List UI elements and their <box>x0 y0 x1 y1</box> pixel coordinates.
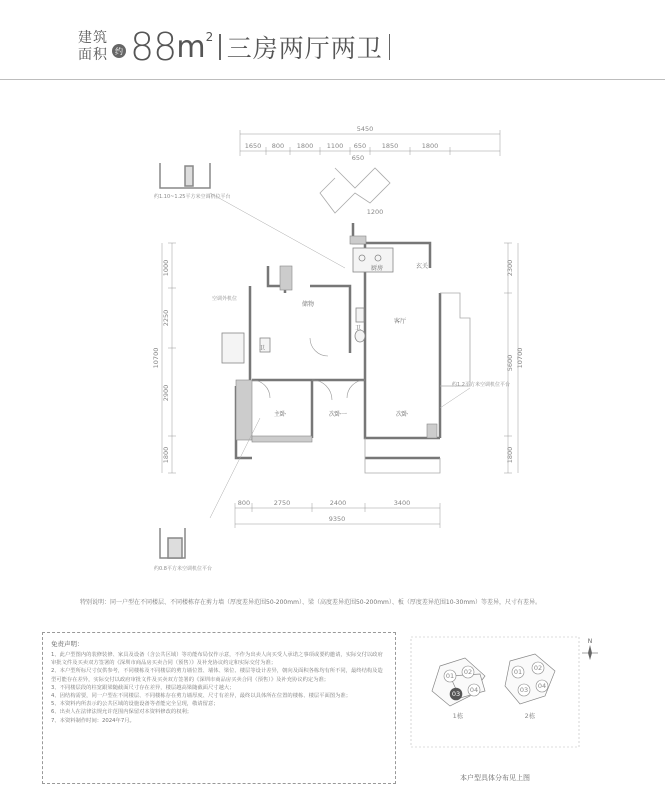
dim-top-seg-2: 800 <box>271 142 285 150</box>
room-master: 主卧 <box>273 411 287 418</box>
page-header <box>78 24 396 70</box>
compass-needle <box>588 645 592 660</box>
approx-badge: 约 <box>112 44 126 58</box>
dim-top-total: 5450 <box>356 125 374 133</box>
dim-top-seg-1: 1650 <box>244 142 262 150</box>
dim-right-seg-1: 2300 <box>506 259 514 277</box>
room-kitchen: 厨房 <box>370 265 384 272</box>
dim-bottom-seg-3: 2400 <box>329 499 347 507</box>
key-plan <box>410 636 580 768</box>
disclaimer-item: 2、本户型所标尺寸仅供参考，不同楼栋及不同楼层的剪力墙位置、墙体、梁位、楼层等设计差异，朝向及面积各栋均有所不同，最终结构及造型可能存在差异，实际交付以政府审批文件及买卖双方签署的《深圳市商品房买卖合同（预售）》及补充协议约定为准； <box>51 668 383 683</box>
unit-label: 03 <box>519 686 529 694</box>
divider-bar-right <box>389 34 391 60</box>
area-label-line2: 面积 <box>78 47 108 63</box>
dim-left-seg-2: 2250 <box>162 309 170 327</box>
dim-top-small: 650 <box>351 154 365 162</box>
header-rule <box>0 79 665 80</box>
area-label <box>78 30 108 64</box>
dim-top-mid: 1200 <box>366 208 384 216</box>
dim-top-seg-7: 1800 <box>421 142 439 150</box>
dim-left-seg-3: 2900 <box>162 384 170 402</box>
area-value: 88 <box>130 25 177 69</box>
building-1-label: 1栋 <box>452 712 464 720</box>
unit-label: 01 <box>445 672 455 680</box>
disclaimer-item: 3、不同楼层段的柱宽跟梁随截面尺寸存在差异，楼层越高梁随截面尺寸越大； <box>51 684 235 691</box>
dim-bottom-seg-4: 3400 <box>393 499 411 507</box>
unit-label: 01 <box>513 668 523 676</box>
dim-top-seg-4: 1100 <box>326 142 344 150</box>
unit-label: 02 <box>463 668 473 676</box>
disclaimer-item: 7、本资料制作时间：2024年7月。 <box>51 717 135 724</box>
dim-left-seg-1: 1000 <box>162 259 170 277</box>
unit-label: 02 <box>533 664 543 672</box>
area-unit-superscript: 2 <box>205 30 214 44</box>
room-bed2: 次卧一 <box>328 411 348 418</box>
dim-left-total: 10700 <box>152 347 160 369</box>
note-left-mid: 空调外机位 <box>212 296 238 302</box>
disclaimer-item: 4、因结构需要，同一户型在不同楼层、不同楼栋存在剪力墙厚度、尺寸有差异，最终以具体所在位置的楼栋、楼层平面图为准； <box>51 693 351 700</box>
dim-top-seg-5: 650 <box>353 142 367 150</box>
note-right-mid: 约1.2平方米空调机位平台 <box>452 382 510 388</box>
building-2-label: 2栋 <box>524 712 536 720</box>
note-left-top: 约1.10~1.25平方米空调机位平台 <box>154 194 231 200</box>
north-label: N <box>587 638 593 645</box>
unit-label: 03 <box>451 690 461 698</box>
disclaimer-item: 6、出卖人在法律法规允许范围内保留对本资料修改的权利； <box>51 709 193 716</box>
disclaimer-title: 免责声明： <box>51 640 84 648</box>
disclaimer-item: 1、此户型图内的装修装修、家具及设备（含公共区域）等功能布局仅作示意，不作为出卖人向买受人承诺之事项或要约邀请，实际交付以政府审批文件及买卖双方签署的《深圳市商品房买卖合同（预售）》及补充协议约定和实际交付为准； <box>51 652 383 667</box>
dim-right-seg-3: 1800 <box>506 446 514 464</box>
room-bath1: 卫 <box>258 345 266 352</box>
neighbor-fragment-top <box>160 163 210 188</box>
special-note: 特别说明：同一户型在不同楼层、不同楼栋存在剪力墙（厚度差异范围50-200mm）、梁（高度差异范围50-200mm）、板（厚度差异范围10-30mm）等差异，尺寸有差异。 <box>80 599 542 606</box>
area-unit: m <box>176 29 206 65</box>
dim-right-total: 10700 <box>516 347 524 369</box>
note-left-bottom: 约0.8平方米空调机位平台 <box>154 566 212 572</box>
disclaimer-box <box>42 632 396 784</box>
unit-label: 04 <box>469 686 479 694</box>
room-storage: 储物 <box>301 301 315 308</box>
floor-plan <box>140 118 540 588</box>
key-plan-caption: 本户型具体分布见上图 <box>460 774 530 782</box>
unit-label: 04 <box>537 682 547 690</box>
neighbor-fragment-bottom <box>160 528 185 558</box>
room-entrance: 玄关 <box>415 263 429 270</box>
dim-bottom-seg-2: 2750 <box>273 499 291 507</box>
dim-top-seg-3: 1800 <box>296 142 314 150</box>
room-bath2: 卫 <box>354 325 362 332</box>
north-compass-icon <box>578 636 602 662</box>
area-label-line1: 建筑 <box>78 30 108 46</box>
dim-right-seg-2: 5600 <box>506 354 514 372</box>
left-dimension-lines <box>162 243 176 473</box>
divider-bar-left <box>219 34 221 60</box>
dim-left-seg-4: 1800 <box>162 446 170 464</box>
disclaimer-item: 5、本资料内所表示的公共区域的设施设备等者能完全呈现，敬请留意； <box>51 701 219 708</box>
dim-bottom-seg-1: 800 <box>237 499 251 507</box>
dim-top-seg-6: 1850 <box>381 142 399 150</box>
dim-bottom-total: 9350 <box>328 515 346 523</box>
room-bed3: 次卧 <box>395 411 409 418</box>
room-living: 客厅 <box>393 318 407 325</box>
layout-type: 三房两厅两卫 <box>226 34 383 63</box>
